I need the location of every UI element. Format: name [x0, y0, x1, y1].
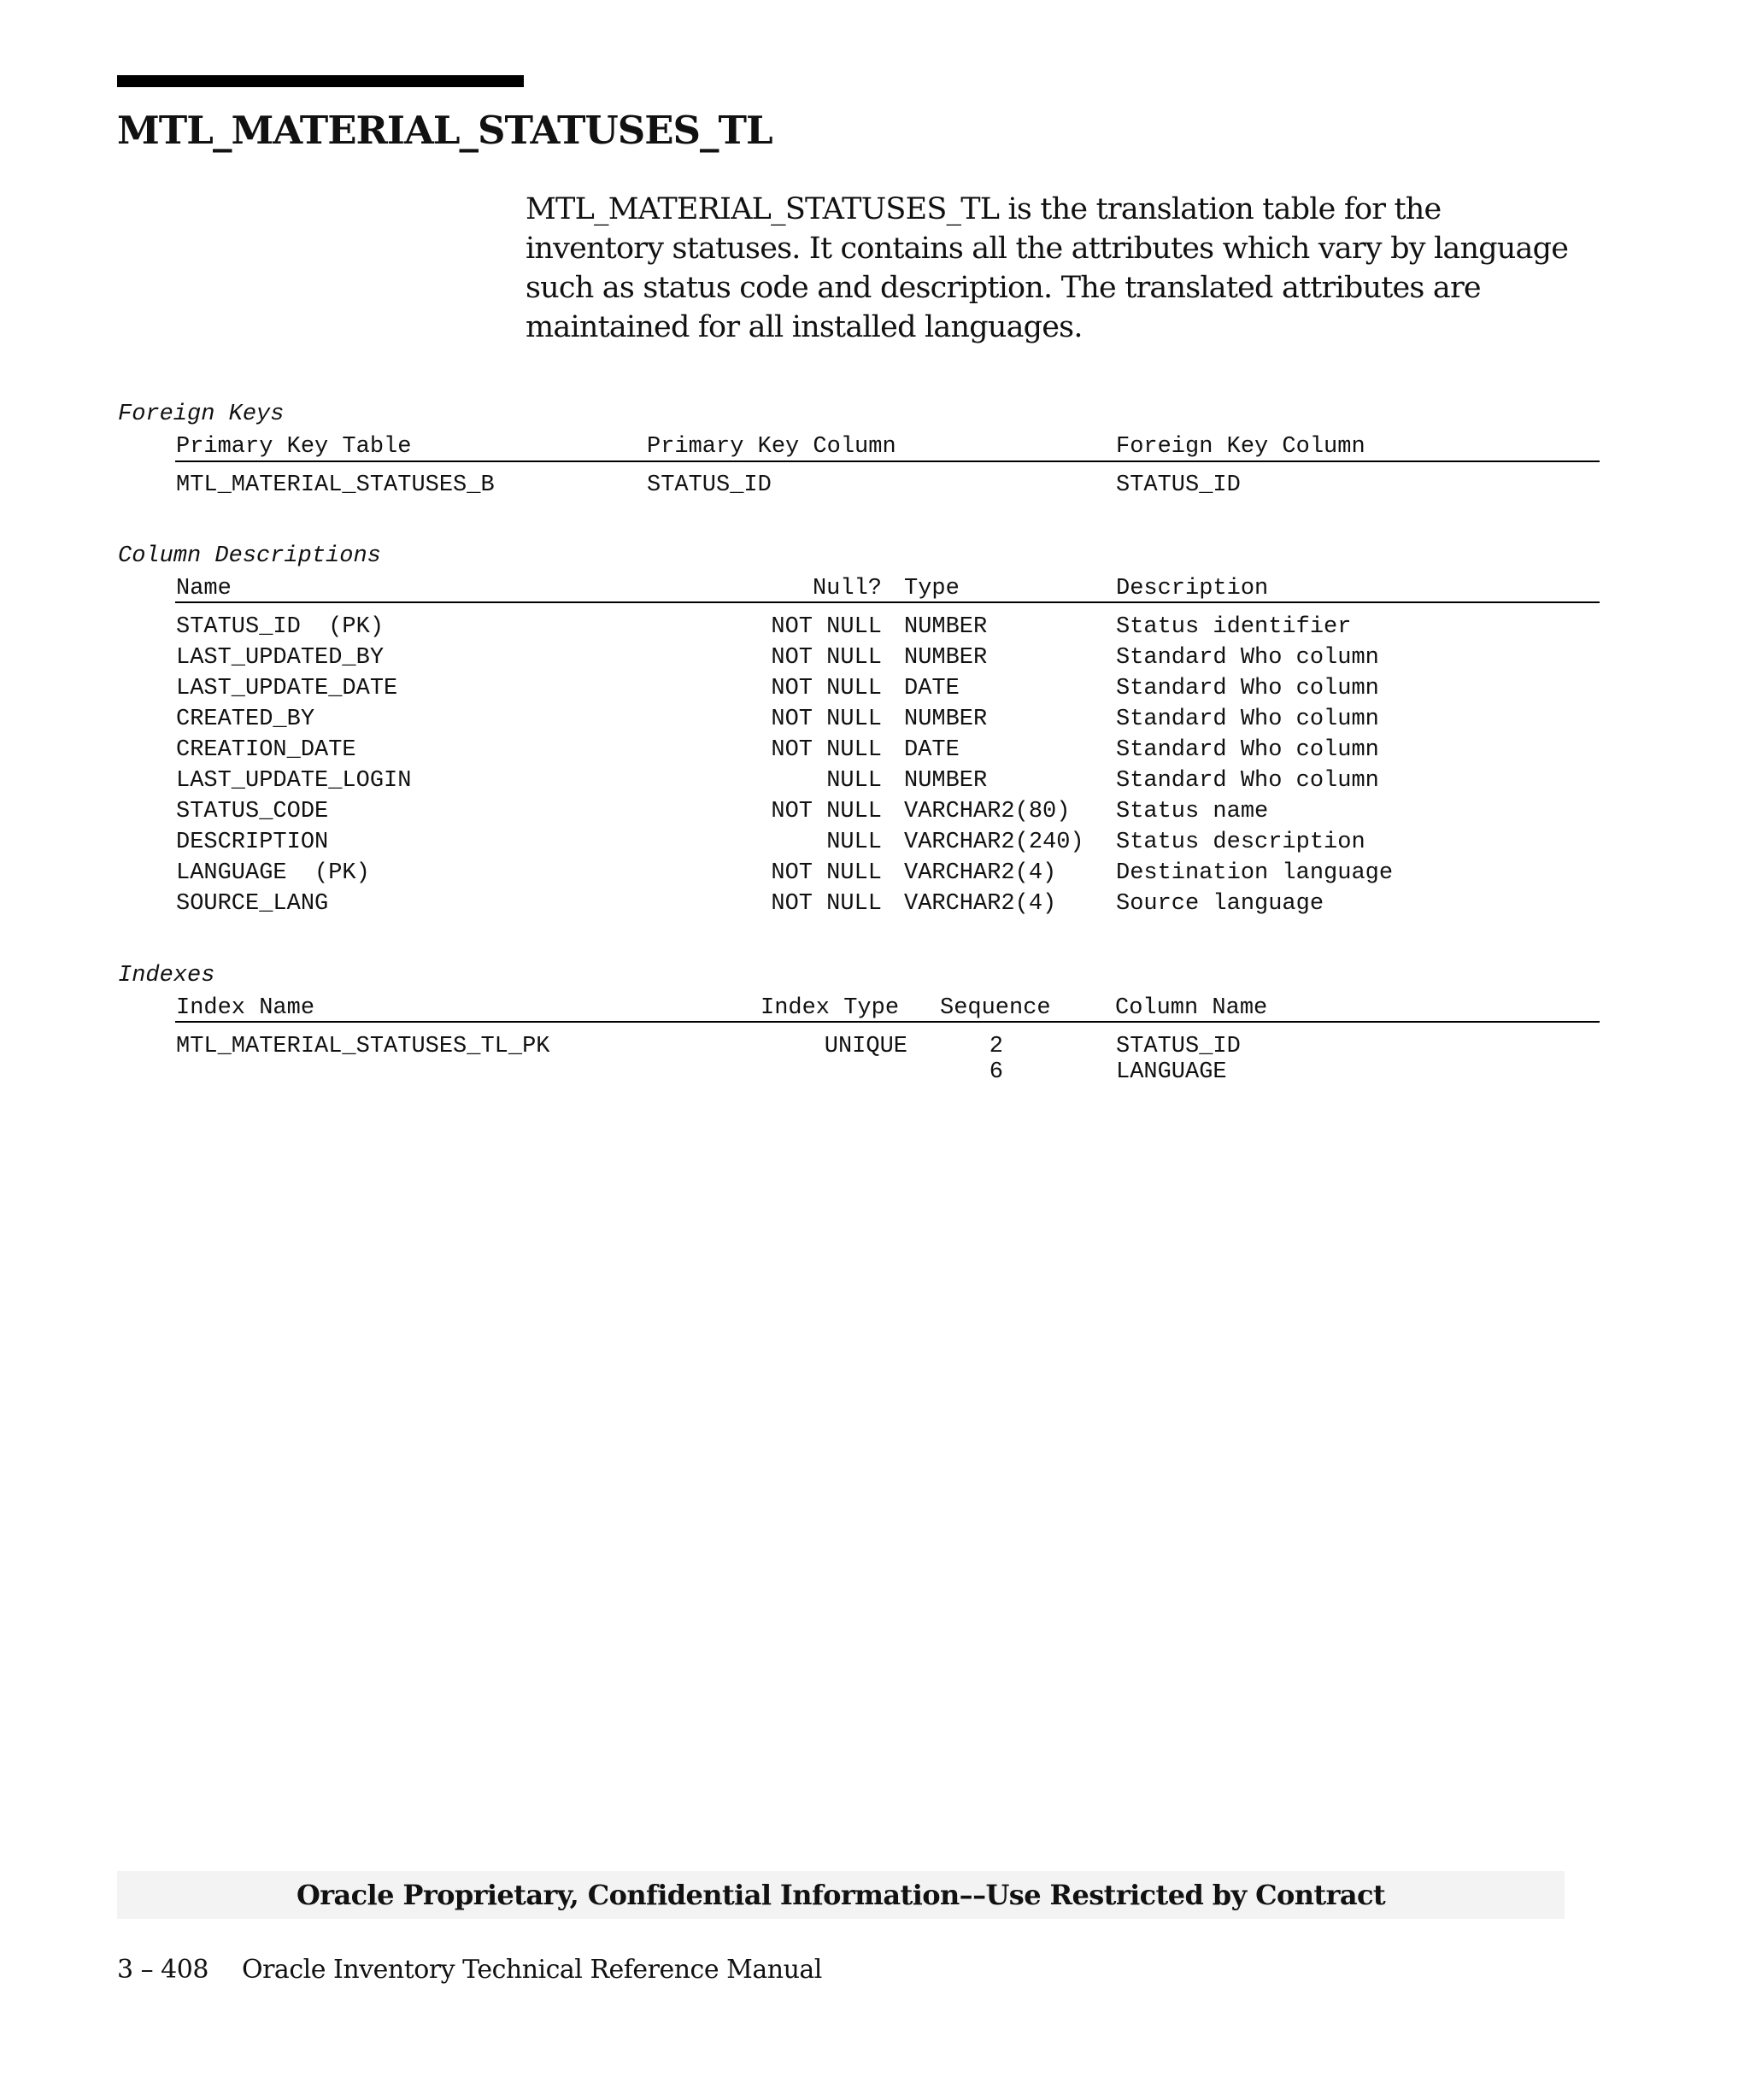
col-name: LAST_UPDATED_BY: [176, 645, 385, 671]
page-title: MTL_MATERIAL_STATUSES_TL: [117, 108, 772, 153]
idx-column-name: STATUS_ID: [1116, 1034, 1241, 1059]
col-type: VARCHAR2(80): [904, 799, 1071, 824]
col-null: NOT NULL: [771, 676, 882, 701]
intro-line: such as status code and description. The translated attributes are: [526, 271, 1481, 305]
col-null: NULL: [826, 768, 882, 794]
idx-header-index-name: Index Name: [176, 995, 315, 1021]
foreign-keys-heading: Foreign Keys: [118, 402, 285, 427]
col-type: DATE: [904, 676, 960, 701]
page-number: 3 – 408: [117, 1955, 208, 1985]
columns-rule: [175, 601, 1600, 603]
col-description: Source language: [1116, 891, 1324, 917]
col-type: VARCHAR2(4): [904, 860, 1057, 886]
fk-foreign-key-column: STATUS_ID: [1116, 472, 1241, 498]
idx-sequence: 6: [989, 1059, 1003, 1085]
idx-header-sequence: Sequence: [940, 995, 1051, 1021]
idx-header-column-name: Column Name: [1115, 995, 1268, 1021]
confidentiality-notice-text: Oracle Proprietary, Confidential Information––Use Restricted by Contract: [296, 1879, 1386, 1911]
col-description: Standard Who column: [1116, 645, 1379, 671]
col-type: NUMBER: [904, 707, 988, 732]
intro-paragraph: [526, 190, 1577, 347]
col-description: Standard Who column: [1116, 768, 1379, 794]
col-name: LANGUAGE (PK): [176, 860, 370, 886]
col-description: Standard Who column: [1116, 737, 1379, 763]
col-description: Status name: [1116, 799, 1269, 824]
fk-primary-key-table: MTL_MATERIAL_STATUSES_B: [176, 472, 495, 498]
col-header-null: Null?: [812, 576, 882, 601]
column-descriptions-heading: Column Descriptions: [118, 543, 381, 569]
col-null: NOT NULL: [771, 707, 882, 732]
idx-column-name: LANGUAGE: [1116, 1059, 1227, 1085]
col-type: NUMBER: [904, 768, 988, 794]
col-name: CREATED_BY: [176, 707, 315, 732]
col-description: Status identifier: [1116, 614, 1352, 640]
indexes-heading: Indexes: [118, 963, 215, 988]
col-name: DESCRIPTION: [176, 830, 329, 855]
idx-header-index-type: Index Type: [760, 995, 900, 1021]
fk-primary-key-column: STATUS_ID: [647, 472, 772, 498]
section-top-bar: [117, 75, 524, 87]
col-null: NOT NULL: [771, 614, 882, 640]
fk-header-primary-key-column: Primary Key Column: [647, 434, 896, 460]
col-type: DATE: [904, 737, 960, 763]
intro-line: inventory statuses. It contains all the attributes which vary by language: [526, 232, 1569, 266]
intro-line: MTL_MATERIAL_STATUSES_TL is the translation table for the: [526, 192, 1442, 226]
col-name: LAST_UPDATE_LOGIN: [176, 768, 412, 794]
col-name: SOURCE_LANG: [176, 891, 329, 917]
col-null: NOT NULL: [771, 799, 882, 824]
col-description: Status description: [1116, 830, 1365, 855]
col-header-description: Description: [1116, 576, 1269, 601]
fk-header-primary-key-table: Primary Key Table: [176, 434, 412, 460]
col-null: NOT NULL: [771, 645, 882, 671]
col-name: CREATION_DATE: [176, 737, 356, 763]
indexes-rule: [175, 1021, 1600, 1023]
col-name: STATUS_ID (PK): [176, 614, 385, 640]
col-type: NUMBER: [904, 645, 988, 671]
intro-line: maintained for all installed languages.: [526, 310, 1083, 344]
col-name: STATUS_CODE: [176, 799, 329, 824]
col-description: Standard Who column: [1116, 707, 1379, 732]
col-description: Destination language: [1116, 860, 1394, 886]
idx-index-name: MTL_MATERIAL_STATUSES_TL_PK: [176, 1034, 550, 1059]
col-type: VARCHAR2(4): [904, 891, 1057, 917]
idx-index-type: UNIQUE: [824, 1034, 907, 1059]
col-null: NOT NULL: [771, 737, 882, 763]
col-type: NUMBER: [904, 614, 988, 640]
col-type: VARCHAR2(240): [904, 830, 1084, 855]
idx-sequence: 2: [989, 1034, 1003, 1059]
col-name: LAST_UPDATE_DATE: [176, 676, 398, 701]
confidentiality-notice: [117, 1871, 1565, 1919]
foreign-keys-rule: [175, 460, 1600, 462]
fk-header-foreign-key-column: Foreign Key Column: [1116, 434, 1365, 460]
manual-title: Oracle Inventory Technical Reference Manual: [242, 1955, 822, 1985]
col-null: NOT NULL: [771, 891, 882, 917]
col-null: NOT NULL: [771, 860, 882, 886]
col-description: Standard Who column: [1116, 676, 1379, 701]
col-header-type: Type: [904, 576, 960, 601]
col-null: NULL: [826, 830, 882, 855]
col-header-name: Name: [176, 576, 232, 601]
